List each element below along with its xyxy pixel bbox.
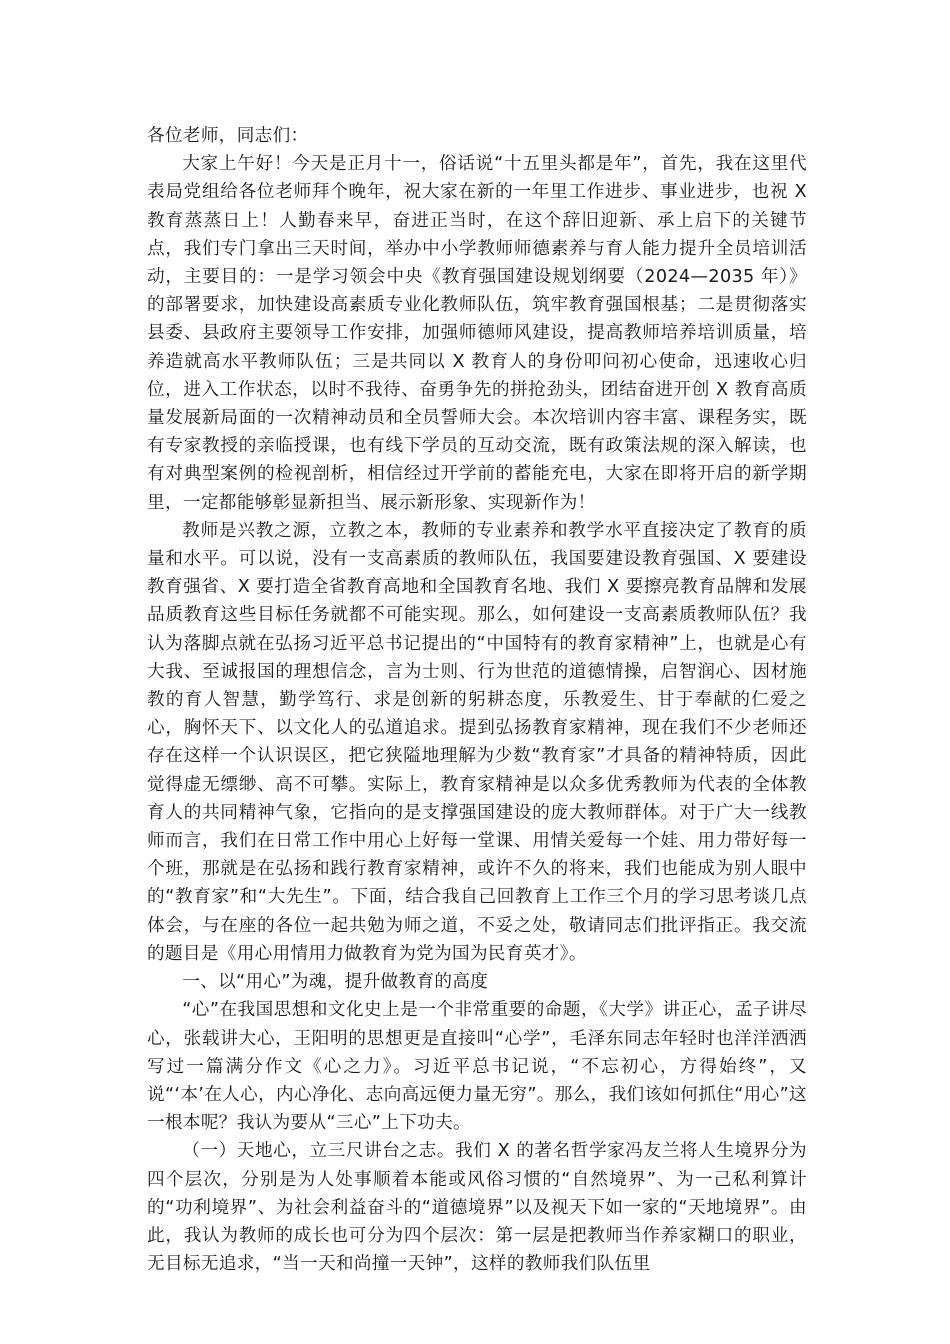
paragraph-subsection-one: （一）天地心，立三尺讲台之志。我们 X 的著名哲学家冯友兰将人生境界分为四个层次，分别是为人处事顺着本能或风俗习惯的“自然境界”、为一己私利算计的“功利境界”、为社会利益奋斗的“道德境界”以及视天下如一家的“天地境界”。由此，我认为教师的成长也可分为四个层次：第一层是把教师当作养家糊口的职业，无目标无追求，“当一天和尚撞一天钟”，这样的教师我们队伍里 (147, 1141, 807, 1275)
salutation: 各位老师，同志们： (147, 126, 309, 146)
paragraph-teachers: 教师是兴教之源，立教之本，教师的专业素养和教学水平直接决定了教育的质量和水平。可以说，没有一支高素质的教师队伍，我国要建设教育强国、X 要建设教育强省、X 要打造全省教育高地和全国教育名地、我们 X 要擦亮教育品牌和发展品质教育这些目标任务就都不可能实现。那么，如何建设一支高素质教师队伍？我认为落脚点就在弘扬习近平总书记提出的“中国特有的教育家精神”上，也就是心有大我、至诚报国的理想信念，言为士则、行为世范的道德情操，启智润心、因材施教的育人智慧，勤学笃行、求是创新的躬耕态度，乐教爱生、甘于奉献的仁爱之心，胸怀天下、以文化人的弘道追求。提到弘扬教育家精神，现在我们不少老师还存在这样一个认识误区，把它狭隘地理解为少数“教育家”才具备的精神特质，因此觉得虚无缥缈、高不可攀。实际上，教育家精神是以众多优秀教师为代表的全体教育人的共同精神气象，它指向的是支撑强国建设的庞大教师群体。对于广大一线教师而言，我们在日常工作中用心上好每一堂课、用情关爱每一个娃、用力带好每一个班，那就是在弘扬和践行教育家精神，或许不久的将来，我们也能成为别人眼中的“教育家”和“大先生”。下面，结合我自己回教育上工作三个月的学习思考谈几点体会，与在座的各位一起共勉为师之道，不妥之处，敬请同志们批评指正。我交流的题目是《用心用情用力做教育为党为国为民育英才》。 (147, 520, 807, 964)
document-body (147, 122, 807, 1278)
paragraph-opening: 大家上午好！今天是正月十一，俗话说“十五里头都是年”，首先，我在这里代表局党组给各位老师拜个晚年，祝大家在新的一年里工作进步、事业进步，也祝 X 教育蒸蒸日上！人勤春来早，奋进正当时，在这个辞旧迎新、承上启下的关键节点，我们专门拿出三天时间，举办中小学教师师德素养与育人能力提升全员培训活动，主要目的：一是学习领会中央《教育强国建设规划纲要（2024—2035 年）》的部署要求，加快建设高素质专业化教师队伍，筑牢教育强国根基；二是贯彻落实县委、县政府主要领导工作安排，加强师德师风建设，提高教师培养培训质量，培养造就高水平教师队伍；三是共同以 X 教育人的身份叩问初心使命，迅速收心归位，进入工作状态，以时不我待、奋勇争先的拼抢劲头，团结奋进开创 X 教育高质量发展新局面的一次精神动员和全员誓师大会。本次培训内容丰富、课程务实，既有专家教授的亲临授课，也有线下学员的互动交流，既有政策法规的深入解读，也有对典型案例的检视剖析，相信经过开学前的蓄能充电，大家在即将开启的新学期里，一定都能够彰显新担当、展示新形象、实现新作为！ (147, 154, 807, 513)
section-heading: 一、以“用心”为魂，提升做教育的高度 (182, 972, 489, 993)
paragraph-heart: “心”在我国思想和文化史上是一个非常重要的命题，《大学》讲正心，孟子讲尽心，张载讲大心，王阳明的思想更是直接叫“心学”，毛泽东同志年轻时也洋洋洒洒写过一篇满分作文《心之力》。习近平总书记说，“不忘初心，方得始终”，又说“‘本’在人心，内心净化、志向高远便力量无穷”。那么，我们该如何抓住“用心”这一根本呢？我认为要从“三心”上下功夫。 (147, 1000, 807, 1134)
